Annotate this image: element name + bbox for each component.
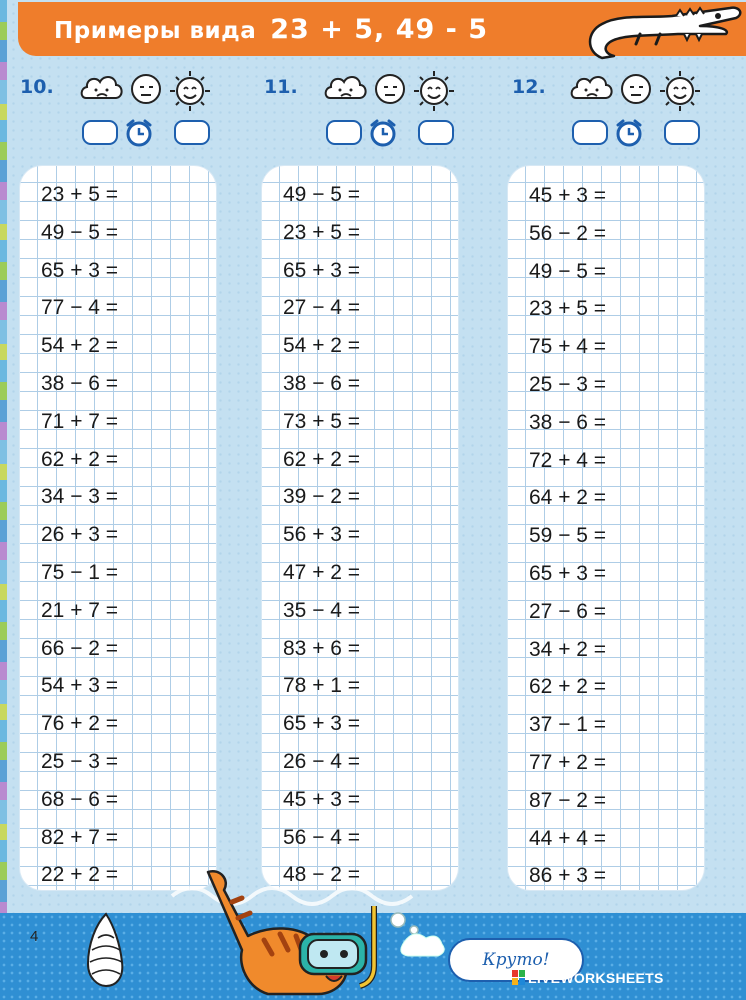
sun-icon	[414, 71, 454, 111]
problem-item[interactable]: 72 + 4 =	[529, 448, 607, 472]
cloud-icon	[82, 77, 122, 98]
problem-item[interactable]: 68 − 6 =	[41, 787, 119, 811]
problem-item[interactable]: 26 + 3 =	[41, 523, 119, 547]
problem-item[interactable]: 47 + 2 =	[283, 560, 361, 584]
answer-box-left[interactable]	[572, 120, 608, 145]
problem-item[interactable]: 65 + 3 =	[41, 258, 119, 282]
mood-rating-group	[78, 68, 228, 112]
alarm-clock-icon	[368, 118, 398, 148]
problem-item[interactable]: 45 + 3 =	[283, 787, 361, 811]
problem-item[interactable]: 34 − 3 =	[41, 485, 119, 509]
problem-item[interactable]: 82 + 7 =	[41, 825, 119, 849]
problem-item[interactable]: 56 + 3 =	[283, 523, 361, 547]
problem-item[interactable]: 62 + 2 =	[283, 447, 361, 471]
smiley-neutral-icon	[132, 75, 160, 103]
problem-item[interactable]: 45 + 3 =	[529, 184, 607, 207]
exercise-card-12	[508, 166, 704, 890]
exercise-header-10	[20, 68, 250, 158]
problem-item[interactable]: 38 − 6 =	[283, 371, 361, 395]
title-formula: 23 + 5, 49 - 5	[270, 14, 489, 45]
problem-item[interactable]: 21 + 7 =	[41, 598, 119, 622]
cloud-icon	[326, 77, 366, 98]
problem-item[interactable]: 56 − 2 =	[529, 221, 607, 245]
problem-item[interactable]: 83 + 6 =	[283, 636, 361, 660]
problem-item[interactable]: 39 − 2 =	[283, 485, 361, 509]
problem-item[interactable]: 34 + 2 =	[529, 637, 607, 661]
problem-item[interactable]: 65 + 3 =	[283, 712, 361, 736]
sun-icon	[170, 71, 210, 111]
problem-item[interactable]: 77 + 2 =	[529, 750, 607, 774]
smiley-neutral-icon	[622, 75, 650, 103]
problem-item[interactable]: 64 + 2 =	[529, 486, 607, 510]
problem-item[interactable]: 75 − 1 =	[41, 560, 119, 584]
liveworksheets-logo-icon	[512, 970, 525, 985]
smiley-neutral-icon	[376, 75, 404, 103]
problem-item[interactable]: 38 − 6 =	[529, 410, 607, 434]
problem-item[interactable]: 65 + 3 =	[283, 258, 361, 282]
problem-item[interactable]: 22 + 2 =	[41, 863, 119, 887]
crocodile-icon	[580, 0, 746, 62]
problem-item[interactable]: 48 − 2 =	[283, 863, 361, 887]
problem-item[interactable]: 23 + 5 =	[529, 297, 607, 321]
problem-item[interactable]: 23 + 5 =	[41, 183, 119, 206]
alarm-clock-icon	[614, 118, 644, 148]
problem-item[interactable]: 25 − 3 =	[529, 372, 607, 396]
problem-item[interactable]: 78 + 1 =	[283, 674, 361, 698]
problem-item[interactable]: 23 + 5 =	[283, 220, 361, 244]
watermark-text: LIVEWORKSHEETS	[528, 970, 664, 986]
mood-rating-group	[568, 68, 718, 112]
problem-item[interactable]: 86 + 3 =	[529, 864, 607, 888]
problem-item[interactable]: 27 − 4 =	[283, 296, 361, 320]
answer-box-left[interactable]	[82, 120, 118, 145]
exercise-header-11	[264, 68, 494, 158]
problem-item[interactable]: 54 + 2 =	[41, 334, 119, 358]
problem-item[interactable]: 71 + 7 =	[41, 409, 119, 433]
page-edge-strip	[0, 0, 7, 1000]
problem-item[interactable]: 35 − 4 =	[283, 598, 361, 622]
problem-item[interactable]: 62 + 2 =	[529, 675, 607, 699]
mood-rating-group	[322, 68, 472, 112]
answer-box-right[interactable]	[174, 120, 210, 145]
problem-item[interactable]: 49 − 5 =	[41, 220, 119, 244]
problem-item[interactable]: 54 + 3 =	[41, 674, 119, 698]
problem-item[interactable]: 66 − 2 =	[41, 636, 119, 660]
problem-list	[41, 181, 118, 899]
problem-item[interactable]: 75 + 4 =	[529, 335, 607, 359]
exercise-number: 10.	[20, 76, 54, 98]
praise-badge: Круто!	[448, 938, 584, 982]
diving-cat-illustration	[168, 866, 448, 1000]
exercise-card-11	[262, 166, 458, 890]
exercise-card-10	[20, 166, 216, 890]
problem-item[interactable]: 25 − 3 =	[41, 749, 119, 773]
exercise-number: 11.	[264, 76, 298, 98]
problem-item[interactable]: 49 − 5 =	[283, 183, 361, 206]
cloud-icon	[572, 77, 612, 98]
problem-item[interactable]: 27 − 6 =	[529, 599, 607, 623]
exercise-header-12	[512, 68, 742, 158]
problem-item[interactable]: 54 + 2 =	[283, 334, 361, 358]
problem-item[interactable]: 38 − 6 =	[41, 371, 119, 395]
problem-item[interactable]: 37 − 1 =	[529, 713, 607, 737]
problem-list	[283, 181, 360, 899]
problem-item[interactable]: 44 + 4 =	[529, 826, 607, 850]
problem-item[interactable]: 62 + 2 =	[41, 447, 119, 471]
problem-item[interactable]: 76 + 2 =	[41, 712, 119, 736]
problem-item[interactable]: 87 − 2 =	[529, 788, 607, 812]
title-text: Примеры вида	[54, 18, 257, 44]
answer-box-right[interactable]	[664, 120, 700, 145]
problem-list	[529, 182, 606, 900]
problem-item[interactable]: 77 − 4 =	[41, 296, 119, 320]
answer-box-left[interactable]	[326, 120, 362, 145]
problem-item[interactable]: 73 + 5 =	[283, 409, 361, 433]
seashell-icon	[80, 910, 130, 990]
page-number: 4	[30, 928, 39, 945]
answer-box-right[interactable]	[418, 120, 454, 145]
problem-item[interactable]: 59 − 5 =	[529, 524, 607, 548]
problem-item[interactable]: 49 − 5 =	[529, 259, 607, 283]
exercise-number: 12.	[512, 76, 546, 98]
problem-item[interactable]: 56 − 4 =	[283, 825, 361, 849]
problem-item[interactable]: 65 + 3 =	[529, 561, 607, 585]
problem-item[interactable]: 26 − 4 =	[283, 749, 361, 773]
page-title	[54, 14, 488, 45]
alarm-clock-icon	[124, 118, 154, 148]
sun-icon	[660, 71, 700, 111]
